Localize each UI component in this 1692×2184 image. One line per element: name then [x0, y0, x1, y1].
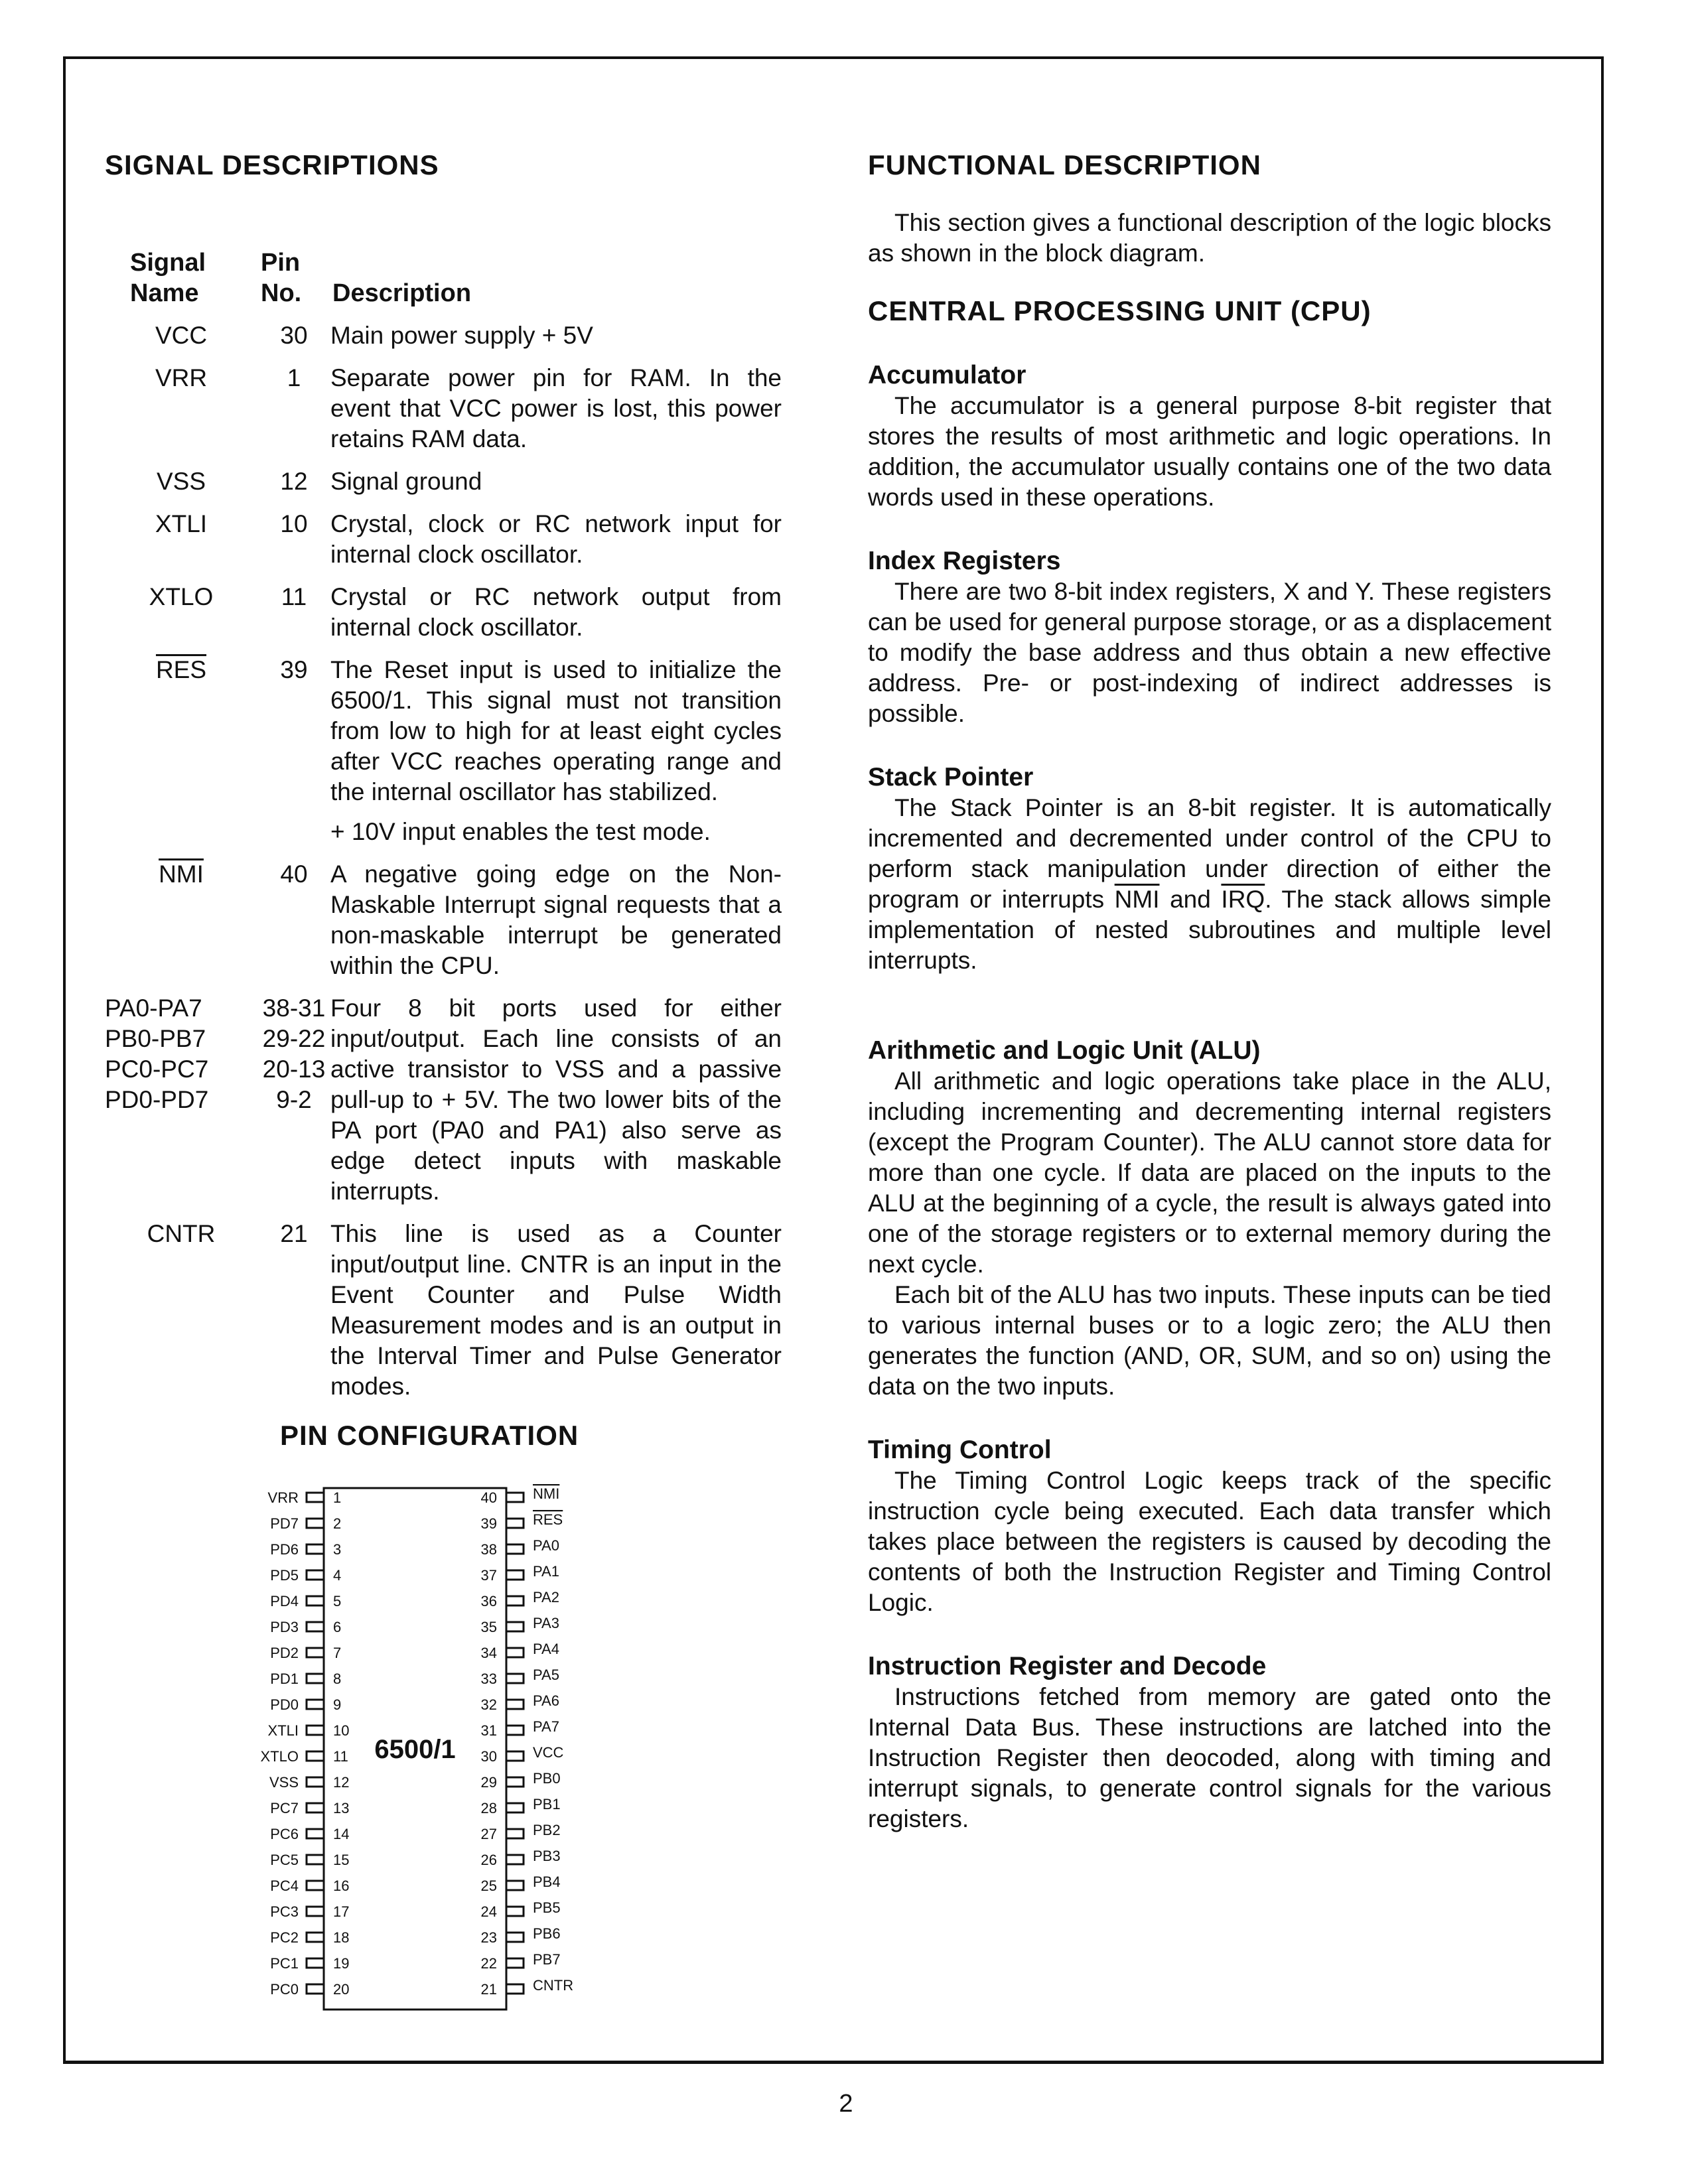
- pin-label: PA7: [533, 1718, 559, 1735]
- signal-desc: Crystal, clock or RC network input for internal clock oscillator.: [330, 510, 782, 568]
- pin-number: 3: [333, 1541, 342, 1558]
- signal-desc: Main power supply + 5V: [330, 322, 593, 349]
- pin-lead: [307, 1648, 324, 1657]
- pin-number: 13: [333, 1800, 350, 1816]
- pin-label: VRR: [267, 1489, 299, 1506]
- pin-label: PB7: [533, 1951, 561, 1968]
- pin-lead: [506, 1493, 524, 1502]
- signal-row: [105, 466, 802, 497]
- pin-number: 1: [333, 1489, 342, 1506]
- stack-pointer-title: Stack Pointer: [868, 763, 1034, 791]
- pin-label: PB2: [533, 1822, 561, 1838]
- signal-desc: A negative going edge on the Non-Maskable Interrupt signal requests that a non-maskable interrupt be generated within the CPU.: [330, 860, 782, 979]
- pin-lead: [506, 1777, 524, 1787]
- pin-number: 30: [480, 1748, 497, 1765]
- pin-lead: [506, 1907, 524, 1916]
- signal-desc: Crystal or RC network output from internal clock oscillator.: [330, 583, 782, 641]
- pin-number: 28: [480, 1800, 497, 1816]
- functional-description-title: FUNCTIONAL DESCRIPTION: [868, 149, 1261, 180]
- pin-label: PD4: [270, 1593, 299, 1609]
- pin-lead: [307, 1544, 324, 1554]
- pin-number: 29: [480, 1774, 497, 1791]
- pin-label: PD7: [270, 1515, 299, 1532]
- header-description: Description: [332, 279, 472, 307]
- header-signal-name: Signal Name: [130, 249, 206, 307]
- signal-name: XTLI: [155, 510, 208, 537]
- pin-number: 38: [480, 1541, 497, 1558]
- accumulator-text: The accumulator is a general purpose 8-bit register that stores the results of most arithmetic and logic operations. In addition, the accumulator usually contains one of the two data words used in these operations.: [868, 392, 1551, 511]
- functional-description-section: [868, 149, 1551, 1834]
- pin-lead: [307, 1726, 324, 1735]
- pin-label: PC2: [270, 1929, 299, 1946]
- signal-name: VRR: [155, 364, 208, 391]
- pin-label: PB4: [533, 1874, 561, 1890]
- pin-lead: [506, 1622, 524, 1631]
- pin-number: 16: [333, 1877, 350, 1894]
- pin-number: 9: [333, 1696, 342, 1713]
- pin-label: PD0: [270, 1696, 299, 1713]
- page-number: 2: [839, 2090, 853, 2118]
- timing-control-title: Timing Control: [868, 1436, 1052, 1464]
- pin-configuration-diagram: [226, 1469, 650, 2027]
- pin-label: PC4: [270, 1877, 299, 1894]
- pin-number: 32: [480, 1696, 497, 1713]
- signal-name: CNTR: [147, 1220, 216, 1247]
- pin-label: PB0: [533, 1770, 561, 1787]
- signal-pin: 40: [280, 860, 308, 888]
- pin-number: 40: [480, 1489, 497, 1506]
- pin-lead: [506, 1544, 524, 1554]
- pin-number: 22: [480, 1955, 497, 1972]
- pin-number: 25: [480, 1877, 497, 1894]
- pin-number: 7: [333, 1645, 342, 1661]
- pin-number: 20: [333, 1981, 350, 1998]
- pin-lead: [506, 1726, 524, 1735]
- pin-lead: [506, 1803, 524, 1812]
- signal-name: VCC: [155, 322, 208, 349]
- pin-lead: [307, 1596, 324, 1605]
- pin-lead: [307, 1777, 324, 1787]
- pin-number: 36: [480, 1593, 497, 1609]
- pin-label: PA0: [533, 1537, 559, 1554]
- pin-lead: [307, 1829, 324, 1838]
- pin-label: PD6: [270, 1541, 299, 1558]
- signal-name: XTLO: [149, 583, 214, 610]
- pin-number: 6: [333, 1619, 342, 1635]
- chip-label: 6500/1: [374, 1735, 456, 1764]
- pin-number: 10: [333, 1722, 350, 1739]
- accumulator-title: Accumulator: [868, 361, 1026, 389]
- pin-lead: [506, 1648, 524, 1657]
- pin-number: 31: [480, 1722, 497, 1739]
- pin-lead: [307, 1984, 324, 1994]
- alu-title: Arithmetic and Logic Unit (ALU): [868, 1036, 1261, 1065]
- signal-row: [105, 1219, 802, 1402]
- ports-row: [105, 993, 802, 1207]
- signal-desc: The Reset input is used to initialize the 6500/1. This signal must not transition from low to high for at least eight cycles after VCC reaches operating range and the internal oscillator has stabilized. + 10V input enables the test mode.: [330, 655, 782, 847]
- pin-lead: [307, 1958, 324, 1968]
- instruction-register-title: Instruction Register and Decode: [868, 1652, 1267, 1680]
- alu-text-2: Each bit of the ALU has two inputs. These inputs can be tied to various internal buses or to a logic zero; the ALU then generates the function (AND, OR, SUM, and so on) using the data on the two inputs.: [868, 1281, 1551, 1400]
- pin-label: PA2: [533, 1589, 559, 1605]
- functional-intro: This section gives a functional description of the logic blocks as shown in the block diagram.: [868, 209, 1551, 267]
- signal-row: [105, 509, 802, 570]
- pin-label: PA5: [533, 1667, 559, 1683]
- index-registers-title: Index Registers: [868, 547, 1061, 575]
- pin-lead: [506, 1700, 524, 1709]
- pin-number: 14: [333, 1826, 350, 1842]
- pin-label: PB6: [533, 1925, 561, 1942]
- pin-label: CNTR: [533, 1977, 574, 1994]
- pin-label: PA6: [533, 1692, 559, 1709]
- signal-desc: Signal ground: [330, 468, 482, 495]
- signal-name: $\overline{NMI}$: [159, 860, 204, 888]
- pin-number: 33: [480, 1671, 497, 1687]
- pin-number: 21: [480, 1981, 497, 1998]
- pin-lead: [506, 1881, 524, 1890]
- pin-number: 2: [333, 1515, 342, 1532]
- pin-lead: [506, 1958, 524, 1968]
- pin-label: PA1: [533, 1563, 559, 1580]
- signal-pin: 30: [280, 322, 308, 349]
- signal-name: $\overline{RES}$: [155, 656, 207, 683]
- index-registers-text: There are two 8-bit index registers, X and Y. These registers can be used for general purpose storage, or as a displacement to modify the base address and thus obtain a new effective address. Pre- or post-indexing of indirect addresses is possible.: [868, 578, 1551, 727]
- pin-lead: [506, 1674, 524, 1683]
- pin-label: VCC: [533, 1744, 564, 1761]
- pin-lead: [506, 1855, 524, 1864]
- pin-label: PD5: [270, 1567, 299, 1584]
- pin-lead: [506, 1984, 524, 1994]
- signal-pin: 10: [280, 510, 308, 537]
- pin-number: 35: [480, 1619, 497, 1635]
- pin-label: PC5: [270, 1852, 299, 1868]
- pin-label: PA4: [533, 1641, 559, 1657]
- pin-number: 19: [333, 1955, 350, 1972]
- pin-number: 12: [333, 1774, 350, 1791]
- pin-number: 8: [333, 1671, 342, 1687]
- signal-row: [105, 859, 802, 981]
- pin-lead: [307, 1751, 324, 1761]
- signal-row: [105, 320, 802, 351]
- pin-number: 17: [333, 1903, 350, 1920]
- pin-lead: [506, 1751, 524, 1761]
- pin-lead: [506, 1933, 524, 1942]
- pin-configuration-title: PIN CONFIGURATION: [280, 1420, 579, 1451]
- signal-desc: This line is used as a Counter input/output line. CNTR is an input in the Event Counter and Pulse Width Measurement modes and is an output in the Interval Timer and Pulse Generator modes.: [330, 1220, 782, 1400]
- signal-name: VSS: [156, 468, 206, 495]
- pin-lead: [307, 1674, 324, 1683]
- signal-pin: 11: [281, 583, 307, 610]
- pin-label: XTLO: [260, 1748, 299, 1765]
- pin-lead: [307, 1803, 324, 1812]
- alu-text-1: All arithmetic and logic operations take place in the ALU, including incrementing and decrementing internal registers (except the Program Counter). The ALU cannot store data for more than one cycle. If data are placed on the inputs to the ALU at the beginning of a cycle, the result is always gated into one of the storage registers or to external memory during the next cycle.: [868, 1067, 1551, 1278]
- pin-label: PD1: [270, 1671, 299, 1687]
- header-pin-no: Pin No.: [261, 249, 302, 307]
- signal-pin: 1: [287, 364, 301, 391]
- pin-number: 23: [480, 1929, 497, 1946]
- pin-number: 15: [333, 1852, 350, 1868]
- signal-pin: 12: [280, 468, 308, 495]
- pin-label: PA3: [533, 1615, 559, 1631]
- pin-label: NMI: [533, 1485, 560, 1502]
- pin-label: PB5: [533, 1899, 561, 1916]
- pin-lead: [307, 1881, 324, 1890]
- pin-label: PC3: [270, 1903, 299, 1920]
- pin-number: 5: [333, 1593, 342, 1609]
- ports-desc: Four 8 bit ports used for either input/output. Each line consists of an active transistor to VSS and a passive pull-up to + 5V. The two lower bits of the PA port (PA0 and PA1) also serve as edge detect inputs with maskable interrupts.: [330, 994, 782, 1205]
- timing-control-text: The Timing Control Logic keeps track of the specific instruction cycle being executed. Each data transfer which takes place between the registers is caused by decoding the contents of both the Instruction Register and Timing Control Logic.: [868, 1467, 1551, 1616]
- pin-label: XTLI: [267, 1722, 299, 1739]
- pin-lead: [307, 1519, 324, 1528]
- signal-table-header: [105, 247, 802, 320]
- signal-row: [105, 582, 802, 643]
- pin-lead: [506, 1519, 524, 1528]
- pin-lead: [307, 1622, 324, 1631]
- pin-number: 11: [333, 1748, 348, 1765]
- pin-label: PB1: [533, 1796, 561, 1812]
- signal-row: [105, 363, 802, 454]
- pin-lead: [307, 1570, 324, 1580]
- pin-lead: [307, 1907, 324, 1916]
- pin-number: 18: [333, 1929, 350, 1946]
- pin-number: 37: [480, 1567, 497, 1584]
- pin-number: 24: [480, 1903, 497, 1920]
- signal-pin: 39: [280, 656, 308, 683]
- pin-label: PB3: [533, 1848, 561, 1864]
- pin-label: RES: [533, 1511, 563, 1528]
- signal-descriptions-section: [105, 149, 802, 1414]
- signal-pin: 21: [280, 1220, 308, 1247]
- pin-label: VSS: [269, 1774, 299, 1791]
- pin-number: 4: [333, 1567, 342, 1584]
- pin-lead: [506, 1570, 524, 1580]
- pin-label: PD2: [270, 1645, 299, 1661]
- pin-number: 34: [480, 1645, 497, 1661]
- signal-row: [105, 655, 802, 847]
- pin-label: PD3: [270, 1619, 299, 1635]
- port-names: PA0-PA7 PB0-PB7 PC0-PC7 PD0-PD7: [105, 994, 209, 1113]
- pin-number: 26: [480, 1852, 497, 1868]
- pin-label: PC6: [270, 1826, 299, 1842]
- cpu-title: CENTRAL PROCESSING UNIT (CPU): [868, 295, 1372, 326]
- signal-desc: Separate power pin for RAM. In the event that VCC power is lost, this power retains RAM data.: [330, 364, 782, 452]
- stack-pointer-text: The Stack Pointer is an 8-bit register. It is automatically incremented and decremented under control of the CPU to perform stack manipulation under direction of either the program or interrupts $\overline{NMI}$ and $\overline{IRQ}$. The stack allows simple implementation of nested subroutines and multiple level interrupts.: [868, 794, 1552, 974]
- pin-lead: [307, 1493, 324, 1502]
- signal-desc-extra: + 10V input enables the test mode.: [330, 818, 711, 845]
- pin-number: 27: [480, 1826, 497, 1842]
- pin-label: PC0: [270, 1981, 299, 1998]
- pin-lead: [506, 1829, 524, 1838]
- port-pins: 38-31 29-22 20-13 9-2: [262, 994, 326, 1113]
- instruction-register-text: Instructions fetched from memory are gated onto the Internal Data Bus. These instructions are latched into the Instruction Register then deocoded, along with timing and interrupt signals, to generate control signals for the various registers.: [868, 1683, 1551, 1832]
- pin-label: PC1: [270, 1955, 299, 1972]
- pin-lead: [307, 1855, 324, 1864]
- pin-number: 39: [480, 1515, 497, 1532]
- pin-lead: [307, 1933, 324, 1942]
- signal-descriptions-title: SIGNAL DESCRIPTIONS: [105, 149, 439, 180]
- pin-lead: [307, 1700, 324, 1709]
- pin-label: PC7: [270, 1800, 299, 1816]
- pin-lead: [506, 1596, 524, 1605]
